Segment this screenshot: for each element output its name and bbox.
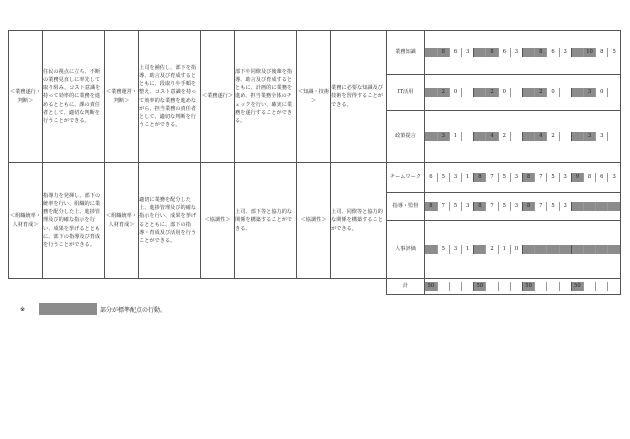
score-cell: 8 (474, 173, 486, 181)
score-cell: 3 (583, 132, 595, 140)
score-grid (425, 88, 620, 96)
score-cell: 5 (437, 245, 449, 253)
score-cell (425, 245, 437, 253)
score-cell: 8 (535, 48, 547, 56)
score-cell (523, 48, 535, 56)
skill-label: 人事評価 (387, 221, 425, 279)
skill-scores (425, 111, 621, 163)
score-cell: 8 (583, 173, 595, 181)
score-cell: 9 (571, 173, 583, 181)
score-cell: 0 (510, 245, 522, 253)
shade-swatch (39, 303, 97, 315)
score-cell (559, 245, 571, 253)
score-cell (449, 282, 461, 290)
score-cell: 3 (510, 173, 522, 181)
score-grid (425, 132, 620, 140)
score-cell: 8 (425, 202, 437, 210)
r1-a-text: 住民の視点に立ち、不断の業務見直しに率先して取り組み、コスト意識を持って効率的に業務を進めるとともに、課の責任者として、適切な判断を行うことができる。 (43, 31, 105, 163)
score-cell (523, 88, 535, 96)
score-cell (608, 282, 620, 290)
score-cell (571, 245, 583, 253)
score-cell (425, 132, 437, 140)
score-cell (608, 88, 620, 96)
score-cell: 7 (535, 173, 547, 181)
score-cell: 2 (498, 132, 510, 140)
score-cell: 3 (510, 48, 522, 56)
score-cell (523, 245, 535, 253)
score-cell: 8 (486, 48, 498, 56)
score-grid (425, 245, 620, 253)
evaluation-sheet (8, 30, 620, 295)
skill-scores (425, 31, 621, 75)
score-cell: 50 (474, 282, 486, 290)
score-cell: 6 (498, 48, 510, 56)
score-cell: 50 (425, 282, 437, 290)
score-grid (425, 48, 620, 56)
score-cell (571, 48, 583, 56)
score-cell: 6 (596, 173, 608, 181)
score-cell: 2 (535, 88, 547, 96)
score-cell: 1 (462, 245, 474, 253)
r1-c-text: 部下や同僚及び後輩を指導、助言及び育成するとともに、計画的に業務を進め、担当業務全体のチェックを行い、確実に業務を遂行することができる。 (235, 31, 297, 163)
score-cell (571, 202, 583, 210)
skill-scores (425, 163, 621, 193)
score-cell (583, 282, 595, 290)
skill-label: IT活用 (387, 75, 425, 111)
r1-a-label: ＜業務遂行・判断＞ (9, 31, 43, 163)
score-cell (608, 202, 620, 210)
score-cell: 5 (498, 173, 510, 181)
score-cell: 2 (547, 132, 559, 140)
score-cell (608, 132, 620, 140)
score-cell: 3 (608, 173, 620, 181)
skill-label: チームワーク (387, 163, 425, 193)
score-cell: 5 (437, 173, 449, 181)
score-cell: 5 (547, 173, 559, 181)
score-cell (583, 245, 595, 253)
r2-d-label: ＜協調性＞ (297, 163, 331, 279)
skill-label: 指導・監督 (387, 193, 425, 221)
score-cell: 7 (437, 202, 449, 210)
r1-c-label: ＜業務遂行＞ (201, 31, 235, 163)
score-cell: 3 (462, 202, 474, 210)
score-cell: 7 (535, 202, 547, 210)
r2-c-text: 上司、部下等と協力的な関係を構築することができる。 (235, 163, 297, 279)
score-cell: 3 (510, 202, 522, 210)
score-cell: 50 (571, 282, 583, 290)
score-cell (462, 282, 474, 290)
score-cell: 5 (547, 202, 559, 210)
r1-d-label: ＜知識・技術＞ (297, 31, 331, 163)
score-cell (571, 132, 583, 140)
score-cell: 3 (462, 48, 474, 56)
r1-d-text: 業務に必要な知識及び技術を習得することができる。 (331, 31, 387, 163)
score-cell (596, 202, 608, 210)
evaluation-table (8, 30, 621, 295)
score-cell: 50 (523, 282, 535, 290)
score-cell: 8 (437, 48, 449, 56)
score-cell: 4 (486, 132, 498, 140)
score-cell (608, 245, 620, 253)
score-cell: 5 (498, 202, 510, 210)
legend-note (20, 303, 166, 315)
score-cell: 1 (449, 132, 461, 140)
score-cell: 6 (449, 48, 461, 56)
r2-b-label: ＜組織統率・人材育成＞ (105, 163, 139, 279)
score-cell (559, 88, 571, 96)
score-cell (596, 245, 608, 253)
score-cell (498, 282, 510, 290)
score-cell: 8 (474, 202, 486, 210)
score-cell (474, 132, 486, 140)
score-cell: 3 (449, 173, 461, 181)
score-cell: 7 (486, 173, 498, 181)
skill-scores (425, 75, 621, 111)
skill-scores (425, 193, 621, 221)
score-cell: 5 (449, 202, 461, 210)
r2-a-text: 指導力を発揮し、部下の統率を行い、組織的に業務を配分した上、進捗管理及び的確な指示を行い、成果を挙げるとともに、部下の指導及び育成を行うことができる。 (43, 163, 105, 279)
score-cell (425, 48, 437, 56)
score-cell (462, 88, 474, 96)
score-cell (510, 88, 522, 96)
score-cell (547, 282, 559, 290)
score-cell (547, 245, 559, 253)
score-cell (462, 132, 474, 140)
score-cell: 3 (437, 132, 449, 140)
skill-scores (425, 221, 621, 279)
score-cell (535, 282, 547, 290)
skill-label: 政策提言 (387, 111, 425, 163)
score-cell: 0 (596, 88, 608, 96)
score-cell: 3 (596, 132, 608, 140)
score-cell: 7 (486, 202, 498, 210)
score-cell (559, 132, 571, 140)
score-cell (474, 48, 486, 56)
score-cell: 5 (608, 48, 620, 56)
score-cell: 8 (596, 48, 608, 56)
score-cell: 6 (429, 174, 433, 181)
score-cell: 2 (486, 245, 498, 253)
score-cell: 3 (583, 88, 595, 96)
score-cell: 2 (437, 88, 449, 96)
score-grid (425, 202, 620, 210)
score-cell: 2 (486, 88, 498, 96)
total-scores (425, 279, 621, 295)
score-cell (510, 132, 522, 140)
skill-label: 業務知識 (387, 31, 425, 75)
score-cell (474, 88, 486, 96)
score-cell (596, 282, 608, 290)
score-cell: 10 (583, 48, 595, 56)
r2-c-label: ＜協調性＞ (201, 163, 235, 279)
r2-b-text: 適切に業務を配分した上、進捗管理及び的確な指示を行い、成果を挙げるとともに、部下の指導・育成及び活用を行うことができる。 (139, 163, 201, 279)
score-cell: 3 (559, 202, 571, 210)
score-cell (571, 88, 583, 96)
score-cell: 1 (498, 245, 510, 253)
total-spacer (9, 279, 387, 295)
score-grid (425, 173, 620, 181)
score-cell (523, 132, 535, 140)
score-cell: 3 (559, 48, 571, 56)
r1-b-text: 上司を補佐し、部下を指導、助言及び育成するとともに、段取りや手順を整え、コスト意識を持って効率的な業務を進めながら、担当業務の責任者として、適切な判断を行うことができる。 (139, 31, 201, 163)
score-cell: 4 (535, 132, 547, 140)
score-cell: 0 (547, 88, 559, 96)
r2-d-text: 上司、同僚等と協力的な関係を構築することができる。 (331, 163, 387, 279)
score-cell (474, 245, 486, 253)
total-label: 計 (387, 279, 425, 295)
score-cell: 0 (449, 88, 461, 96)
score-cell: 8 (523, 173, 535, 181)
r1-b-label: ＜業務運営・判断＞ (105, 31, 139, 163)
score-cell (535, 245, 547, 253)
score-cell: 3 (449, 245, 461, 253)
score-cell (583, 202, 595, 210)
r2-a-label: ＜組織統率・人材育成＞ (9, 163, 43, 279)
score-cell (437, 282, 449, 290)
score-cell: 8 (523, 202, 535, 210)
score-cell (510, 282, 522, 290)
score-grid (425, 282, 620, 290)
score-cell (559, 282, 571, 290)
score-cell: 6 (547, 48, 559, 56)
note-mark: ※ (20, 305, 26, 313)
score-cell: 3 (559, 173, 571, 181)
score-cell (486, 282, 498, 290)
score-cell (425, 88, 437, 96)
score-cell: 0 (498, 88, 510, 96)
note-text: 部分が標準配点の行動。 (100, 306, 167, 314)
score-cell: 1 (462, 173, 474, 181)
